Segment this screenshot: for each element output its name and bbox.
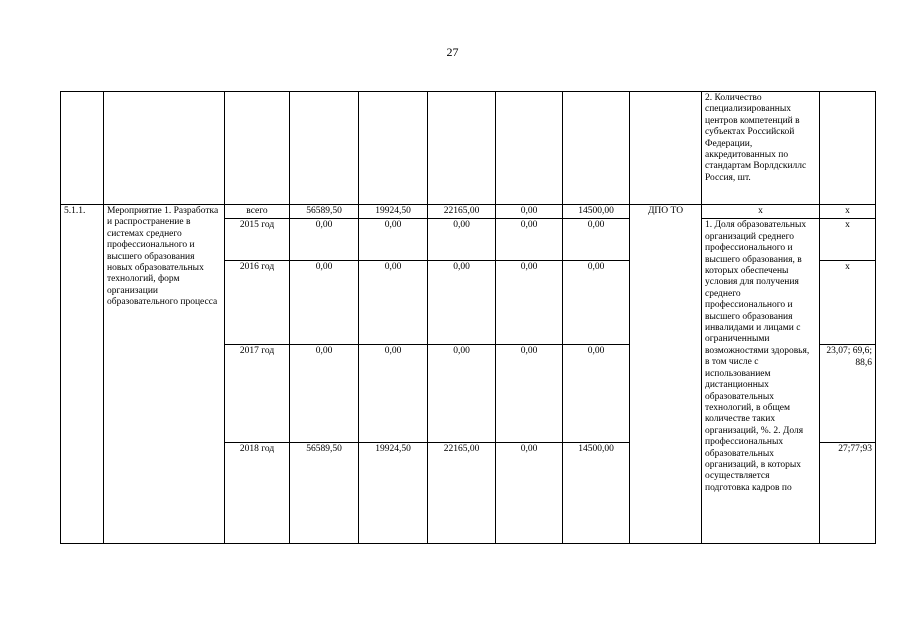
indicators-text: 1. Доля образовательных организаций среднего профессионального и высшего образования, в которых обеспечены условия для получения среднего профессионального и высшего образования инвалидами и лицами с ограниченными возможностями здоровья, в том числе с использованием дистанционных образовательных технологий, в общем количестве таких организаций, %. 2. Доля профессиональных образовательных организаций, в которых осуществляется подготовка кадров по xyxy=(702,219,820,544)
value-total: 56589,50 xyxy=(290,205,359,219)
value-total: 56589,50 xyxy=(290,443,359,544)
value-c3: 0,00 xyxy=(496,261,563,345)
cell-empty xyxy=(61,92,104,205)
activity-code: 5.1.1. xyxy=(61,205,104,544)
program-table xyxy=(60,91,876,544)
value-c1: 19924,50 xyxy=(359,443,428,544)
indicator-value: х xyxy=(820,261,876,345)
period: 2015 год xyxy=(225,219,290,261)
cell-empty xyxy=(563,92,630,205)
value-c3: 0,00 xyxy=(496,443,563,544)
cell-empty xyxy=(428,92,496,205)
value-c1: 0,00 xyxy=(359,261,428,345)
value-c2: 22165,00 xyxy=(428,205,496,219)
value-c1: 0,00 xyxy=(359,219,428,261)
indicator-value: 23,07; 69,6; 88,6 xyxy=(820,345,876,443)
value-c4: 0,00 xyxy=(563,345,630,443)
value-c2: 22165,00 xyxy=(428,443,496,544)
indicator-value: х xyxy=(820,219,876,261)
period: 2017 год xyxy=(225,345,290,443)
value-total: 0,00 xyxy=(290,345,359,443)
period: всего xyxy=(225,205,290,219)
value-c2: 0,00 xyxy=(428,345,496,443)
table-row xyxy=(61,205,876,219)
activity-name: Мероприятие 1. Разработка и распространение в системах среднего профессионального и высшего образования новых образовательных технологий, форм организации образовательного процесса xyxy=(104,205,225,544)
page-number: 27 xyxy=(446,45,459,59)
cell-empty xyxy=(359,92,428,205)
value-c1: 19924,50 xyxy=(359,205,428,219)
value-c1: 0,00 xyxy=(359,345,428,443)
value-c3: 0,00 xyxy=(496,205,563,219)
value-c4: 0,00 xyxy=(563,261,630,345)
period: 2016 год xyxy=(225,261,290,345)
cell-empty xyxy=(496,92,563,205)
value-c4: 0,00 xyxy=(563,219,630,261)
value-c3: 0,00 xyxy=(496,219,563,261)
cell-empty xyxy=(104,92,225,205)
value-c4: 14500,00 xyxy=(563,443,630,544)
value-c4: 14500,00 xyxy=(563,205,630,219)
value-c2: 0,00 xyxy=(428,219,496,261)
period: 2018 год xyxy=(225,443,290,544)
value-total: 0,00 xyxy=(290,219,359,261)
cell-empty xyxy=(820,92,876,205)
cell-empty xyxy=(630,92,702,205)
value-c3: 0,00 xyxy=(496,345,563,443)
executor: ДПО ТО xyxy=(630,205,702,544)
indicator-text: 2. Количество специализированных центров компетенций в субъектах Российской Федерации, аккредитованных по стандартам Ворлдскиллс Россия, шт. xyxy=(702,92,820,205)
indicator-value: х xyxy=(820,205,876,219)
value-total: 0,00 xyxy=(290,261,359,345)
cell-empty xyxy=(225,92,290,205)
indicator-value: 27;77;93 xyxy=(820,443,876,544)
continuation-row xyxy=(61,92,876,205)
cell-empty xyxy=(290,92,359,205)
value-c2: 0,00 xyxy=(428,261,496,345)
indicator-x: х xyxy=(702,205,820,219)
